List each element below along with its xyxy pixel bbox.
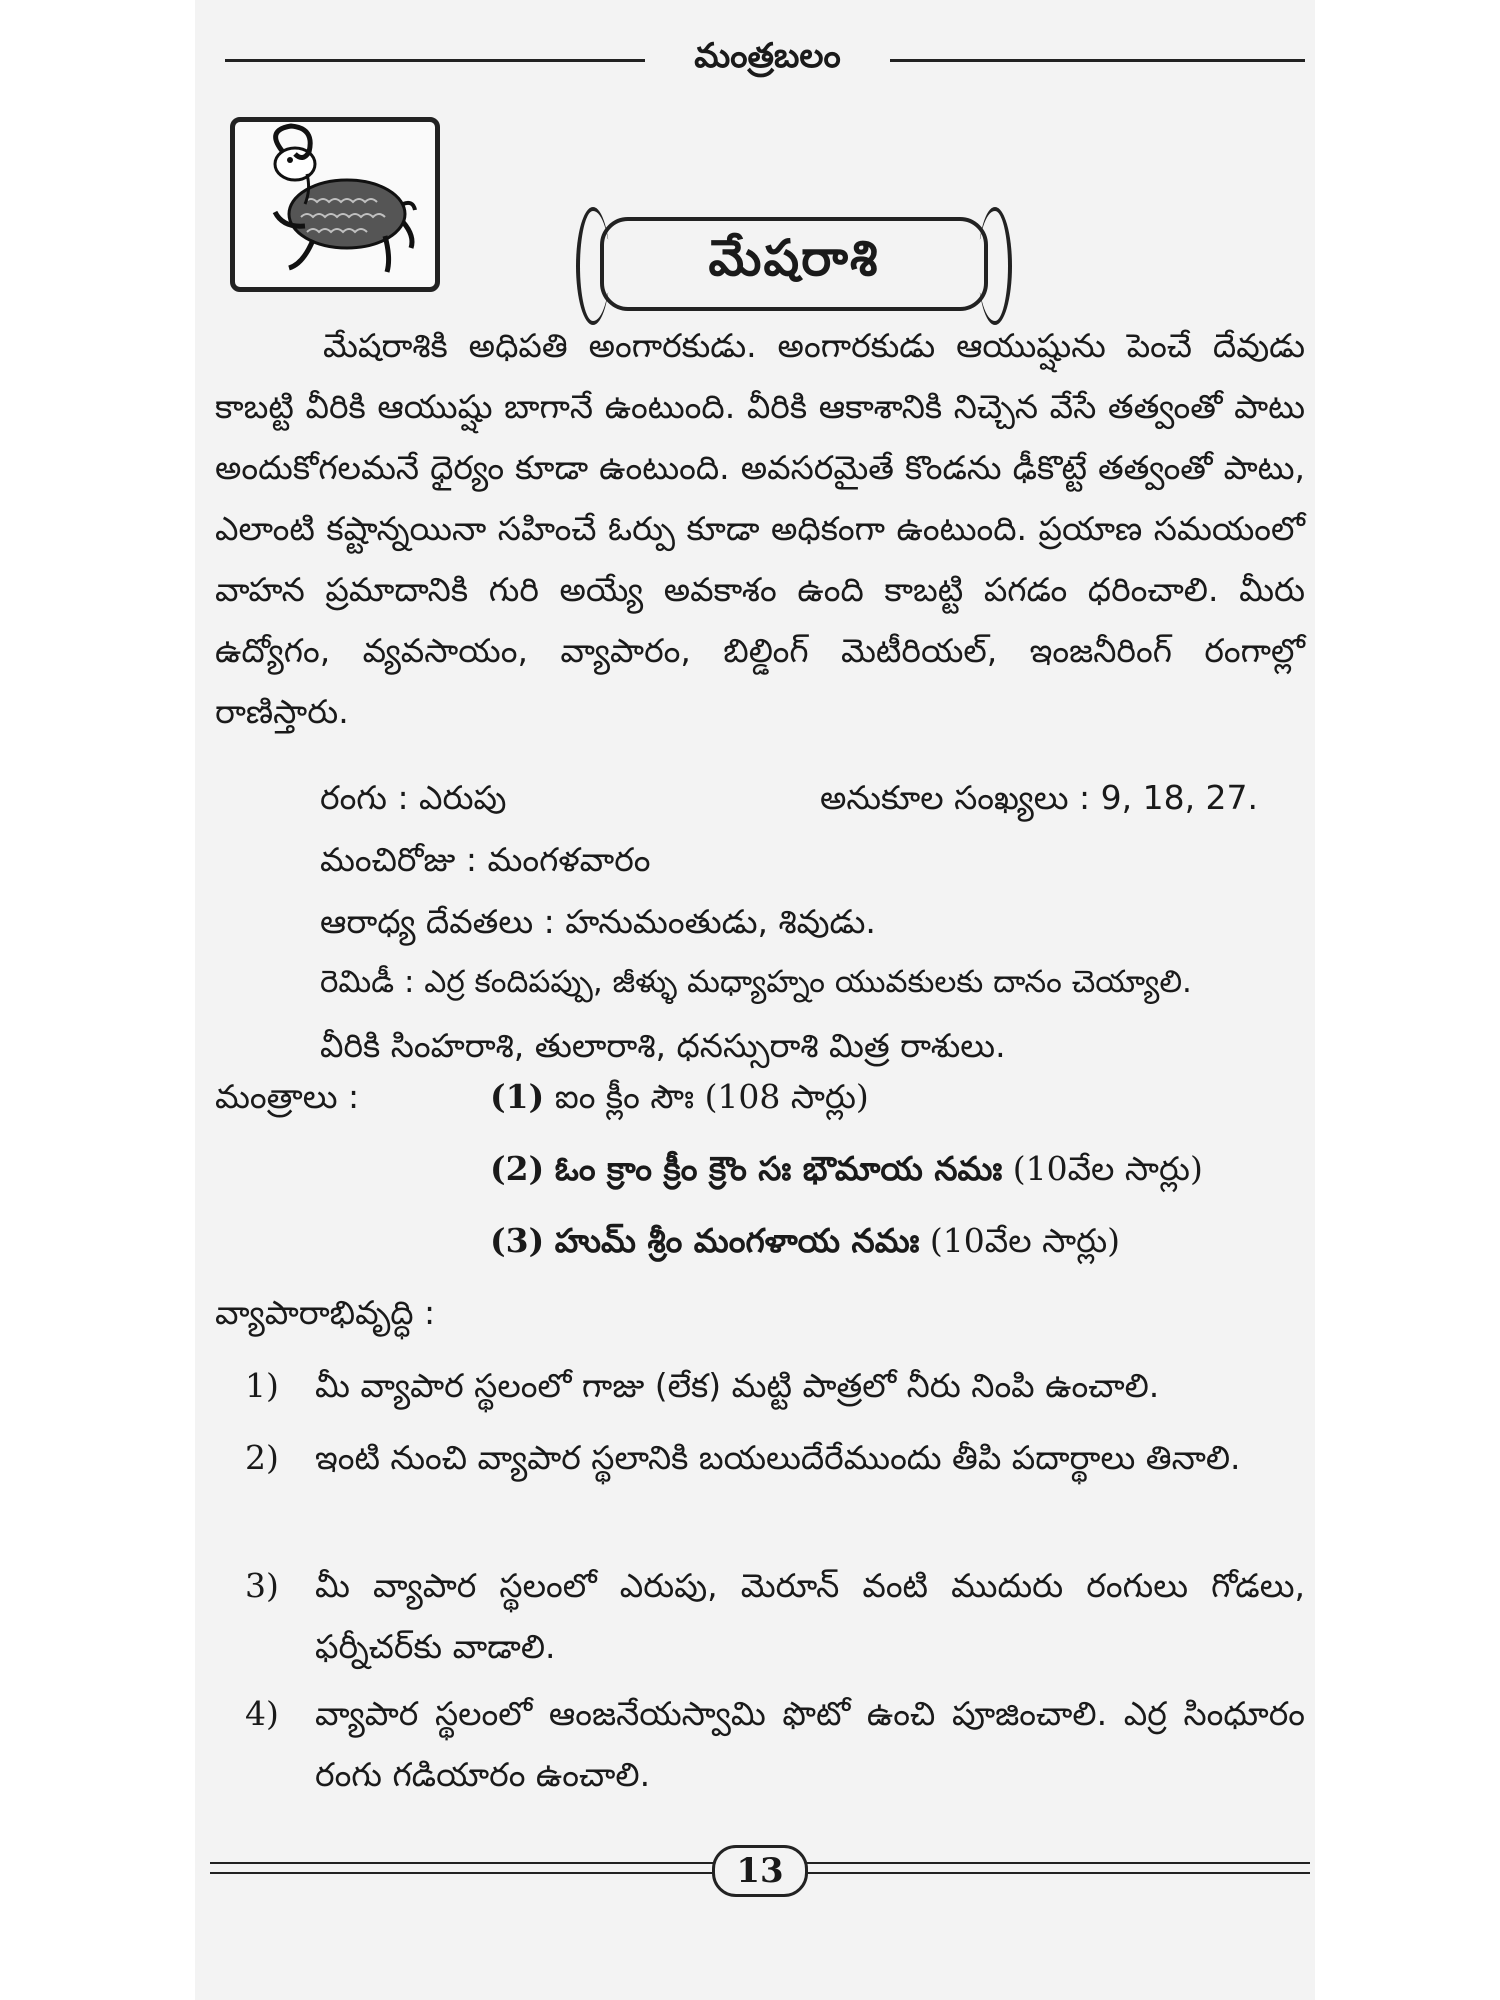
mantra-text: ఓం క్రాం క్రీం క్రౌం సః భౌమాయ నమః [554,1149,1003,1188]
mantra-count: (10వేల సార్లు) [929,1221,1121,1260]
list-number: 3) [245,1566,279,1605]
mantra-item [490,1149,1203,1196]
info-remedy: రెమిడీ : ఎర్ర కందిపప్పు, జీళ్ళు మధ్యాహ్నం యువకులకు దానం చెయ్యాలి. [320,964,1192,1000]
list-text: ఇంటి నుంచి వ్యాపార స్థలానికి బయలుదేరేముందు తీపి పదార్థాలు తినాలి. [315,1438,1241,1477]
mantra-count: (108 సార్లు) [704,1077,869,1116]
list-item [245,1683,1305,1805]
mantra-text: ఐం క్లీం సౌః [554,1077,695,1116]
list-item [245,1355,1305,1416]
list-number: 2) [245,1438,279,1477]
intro-paragraph [215,315,1305,742]
header-rule-left [225,59,645,62]
header-rule-right [890,59,1305,62]
mantras-label: మంత్రాలు : [215,1077,360,1116]
info-friendly-signs: వీరికి సింహరాశి, తులారాశి, ధనస్సురాశి మిత్ర రాశులు. [320,1026,1006,1065]
ram-icon [235,122,435,287]
info-deities: ఆరాధ్య దేవతలు : హనుమంతుడు, శివుడు. [320,902,876,941]
running-head: మంత్రబలం [694,36,841,76]
list-item [245,1555,1305,1677]
info-good-day: మంచిరోజు : మంగళవారం [320,840,651,879]
list-text: వ్యాపార స్థలంలో ఆంజనేయస్వామి ఫొటో ఉంచి పూజించాలి. ఎర్ర సింధూరం రంగు గడియారం ఉంచాలి. [315,1694,1305,1794]
list-text: మీ వ్యాపార స్థలంలో గాజు (లేక) మట్టి పాత్రలో నీరు నింపి ఉంచాలి. [315,1366,1160,1405]
business-heading: వ్యాపారాభివృద్ధి : [215,1293,436,1332]
mantra-item [490,1221,1120,1268]
mantra-count: (10వేల సార్లు) [1012,1149,1203,1188]
list-number: 1) [245,1366,279,1405]
mantra-number: (2) [490,1149,545,1188]
mantra-text: హుమ్ శ్రీం మంగళాయ నమః [554,1221,920,1260]
list-item [245,1427,1305,1488]
mantra-item [490,1077,869,1124]
list-text: మీ వ్యాపార స్థలంలో ఎరుపు, మెరూన్ వంటి ముదురు రంగులు గోడలు, ఫర్నీచర్‌కు వాడాలి. [315,1566,1305,1666]
chapter-title: మేషరాశి [600,217,988,311]
mantra-number: (3) [490,1221,545,1260]
info-color: రంగు : ఎరుపు [320,778,507,817]
ram-illustration-frame [230,117,440,292]
info-lucky-numbers: అనుకూల సంఖ్యలు : 9, 18, 27. [820,778,1259,817]
intro-paragraph-text: మేషరాశికి అధిపతి అంగారకుడు. అంగారకుడు ఆయుష్షును పెంచే దేవుడు కాబట్టి వీరికి ఆయుష్షు బాగానే ఉంటుంది. వీరికి ఆకాశానికి నిచ్చెన వేసే తత్వంతో పాటు అందుకోగలమనే ధైర్యం కూడా ఉంటుంది. అవసరమైతే కొండను ఢీకొట్టే తత్వంతో పాటు, ఎలాంటి కష్టాన్నయినా సహించే ఓర్పు కూడా అధికంగా ఉంటుంది. ప్రయాణ సమయంలో వాహన ప్రమాదానికి గురి అయ్యే అవకాశం ఉంది కాబట్టి పగడం ధరించాలి. మీరు ఉద్యోగం, వ్యవసాయం, వ్యాపారం, బిల్డింగ్ మెటీరియల్, ఇంజనీరింగ్ రంగాల్లో రాణిస్తారు. [215,326,1305,731]
mantra-number: (1) [490,1077,545,1116]
page-number: 13 [712,1845,808,1897]
list-number: 4) [245,1694,279,1733]
